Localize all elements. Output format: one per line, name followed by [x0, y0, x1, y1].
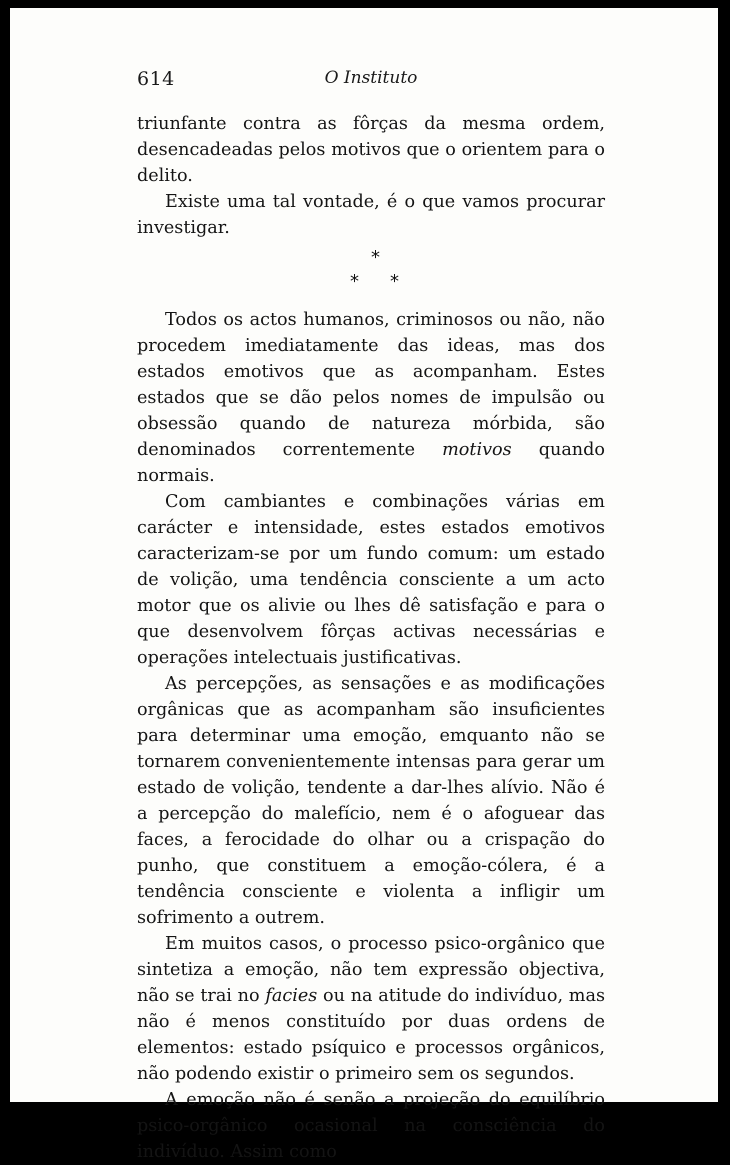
paragraph: As percepções, as sensações e as modificações orgânicas que as acompanham são insuficientes para determinar uma emoção, emquanto não se tornarem convenientemente intensas para gerar um estado de volição, tendente a dar-lhes alívio. Não é a percepção do malefício, nem é o afoguear das faces, a ferocidade do olhar ou a crispação do punho, que constituem a emoção-cólera, é a tendência consciente e violenta a infligir um sofrimento a outrem.	[137, 674, 605, 928]
paragraph-continuation: triunfante contra as fôrças da mesma ordem, desencadeadas pelos motivos que o orientem para o delito.	[137, 114, 605, 186]
body-text	[137, 111, 605, 1165]
asterisk-icon: *	[390, 271, 399, 292]
paragraph: Com cambiantes e combinações várias em carácter e intensidade, estes estados emotivos caracterizam-se por um fundo comum: um estado de volição, uma tendência consciente a um acto motor que os alivie ou lhes dê satisfação e para o que desenvolvem fôrças activas necessárias e operações intelectuais justificativas.	[137, 492, 605, 668]
italic-term: motivos	[442, 440, 512, 460]
page-header	[137, 68, 605, 94]
section-separator	[137, 245, 605, 297]
paragraph: A emoção não é senão a projeção do equilíbrio psico-orgânico ocasional na consciência do indivíduo. Assim como	[137, 1090, 605, 1162]
paragraph: Todos os actos humanos, criminosos ou não, não procedem imediatamente das ideas, mas dos estados emotivos que as acompanham. Estes estados que se dão pelos nomes de impulsão ou obsessão quando de natureza mórbida, são denominados correntemente motivos quando normais.	[137, 310, 605, 486]
paragraph: Existe uma tal vontade, é o que vamos procurar investigar.	[137, 192, 605, 238]
paragraph: Em muitos casos, o processo psico-orgânico que sintetiza a emoção, não tem expressão objectiva, não se trai no facies ou na atitude do indivíduo, mas não é menos constituído por duas ordens de elementos: estado psíquico e processos orgânicos, não podendo existir o primeiro sem os segundos.	[137, 934, 605, 1084]
page-number: 614	[137, 68, 175, 90]
italic-term: facies	[265, 986, 318, 1006]
running-title: O Instituto	[324, 68, 418, 88]
asterisk-icon: *	[371, 247, 380, 268]
asterisk-icon: *	[350, 271, 359, 292]
